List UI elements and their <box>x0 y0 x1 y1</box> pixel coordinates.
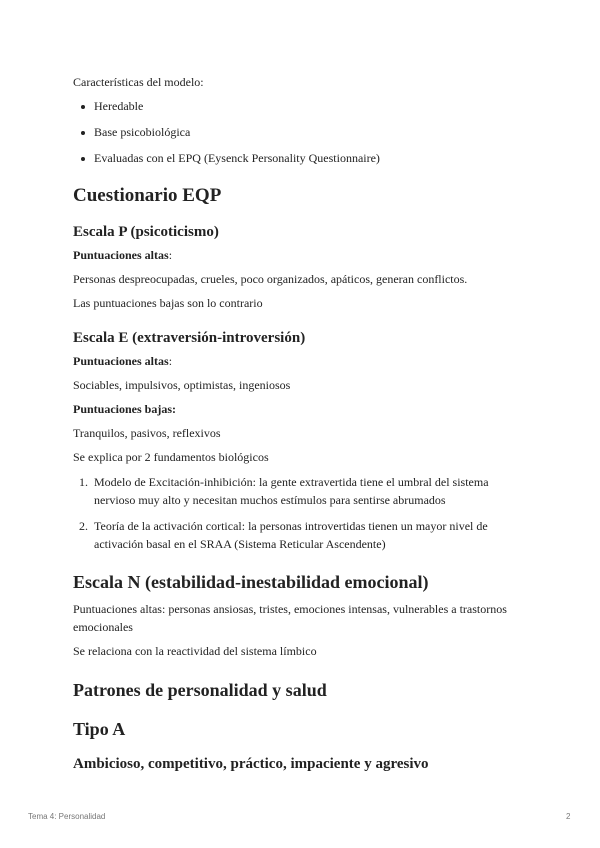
escala-p-altas: Puntuaciones altas: <box>73 248 173 262</box>
heading-escala-e: Escala E (extraversión-introversión) <box>73 330 306 346</box>
escala-e-altas: Puntuaciones altas: <box>73 354 173 368</box>
altas-label: Puntuaciones altas <box>73 354 169 368</box>
heading-escala-n: Escala N (estabilidad-inestabilidad emocional) <box>73 572 429 592</box>
page-number: 2 <box>566 812 571 821</box>
heading-escala-p: Escala P (psicoticismo) <box>73 224 219 240</box>
bullet-icon <box>81 157 85 161</box>
escala-n-altas-line1: Puntuaciones altas: personas ansiosas, tristes, emociones intensas, vulnerables a trastornos <box>73 602 507 616</box>
escala-p-bajas-text: Las puntuaciones bajas son lo contrario <box>73 296 263 310</box>
numbered-item: 1. Modelo de Excitación-inhibición: la gente extravertida tiene el umbral del sistema nervioso muy alto y necesitan muchos estímulos para sentirse abrumados <box>79 475 489 507</box>
intro-text: Características del modelo: <box>73 75 204 89</box>
item-number: 1. <box>79 475 88 489</box>
item-number: 2. <box>79 519 88 533</box>
escala-n-relacion: Se relaciona con la reactividad del sistema límbico <box>73 644 317 658</box>
escala-n-altas-line2: emocionales <box>73 620 133 634</box>
heading-tipo-a: Tipo A <box>73 719 126 739</box>
altas-label: Puntuaciones altas <box>73 248 169 262</box>
escala-e-bajas-text: Tranquilos, pasivos, reflexivos <box>73 426 221 440</box>
footer-title: Tema 4: Personalidad <box>28 812 106 821</box>
heading-cuestionario: Cuestionario EQP <box>73 185 222 206</box>
numbered-item: 2. Teoría de la activación cortical: la personas introvertidas tienen un mayor nivel de activación basal en el SRAA (Sistema Reticular Ascendente) <box>79 519 488 551</box>
heading-patrones: Patrones de personalidad y salud <box>73 680 327 700</box>
bullet-icon <box>81 131 85 135</box>
tipo-a-description: Ambicioso, competitivo, práctico, impaciente y agresivo <box>73 756 429 772</box>
bullet-icon <box>81 105 85 109</box>
escala-e-explica: Se explica por 2 fundamentos biológicos <box>73 450 269 464</box>
escala-e-bajas-label: Puntuaciones bajas: <box>73 402 177 416</box>
escala-e-altas-text: Sociables, impulsivos, optimistas, ingeniosos <box>73 378 291 392</box>
escala-p-altas-text: Personas despreocupadas, crueles, poco organizados, apáticos, generan conflictos. <box>73 272 468 286</box>
